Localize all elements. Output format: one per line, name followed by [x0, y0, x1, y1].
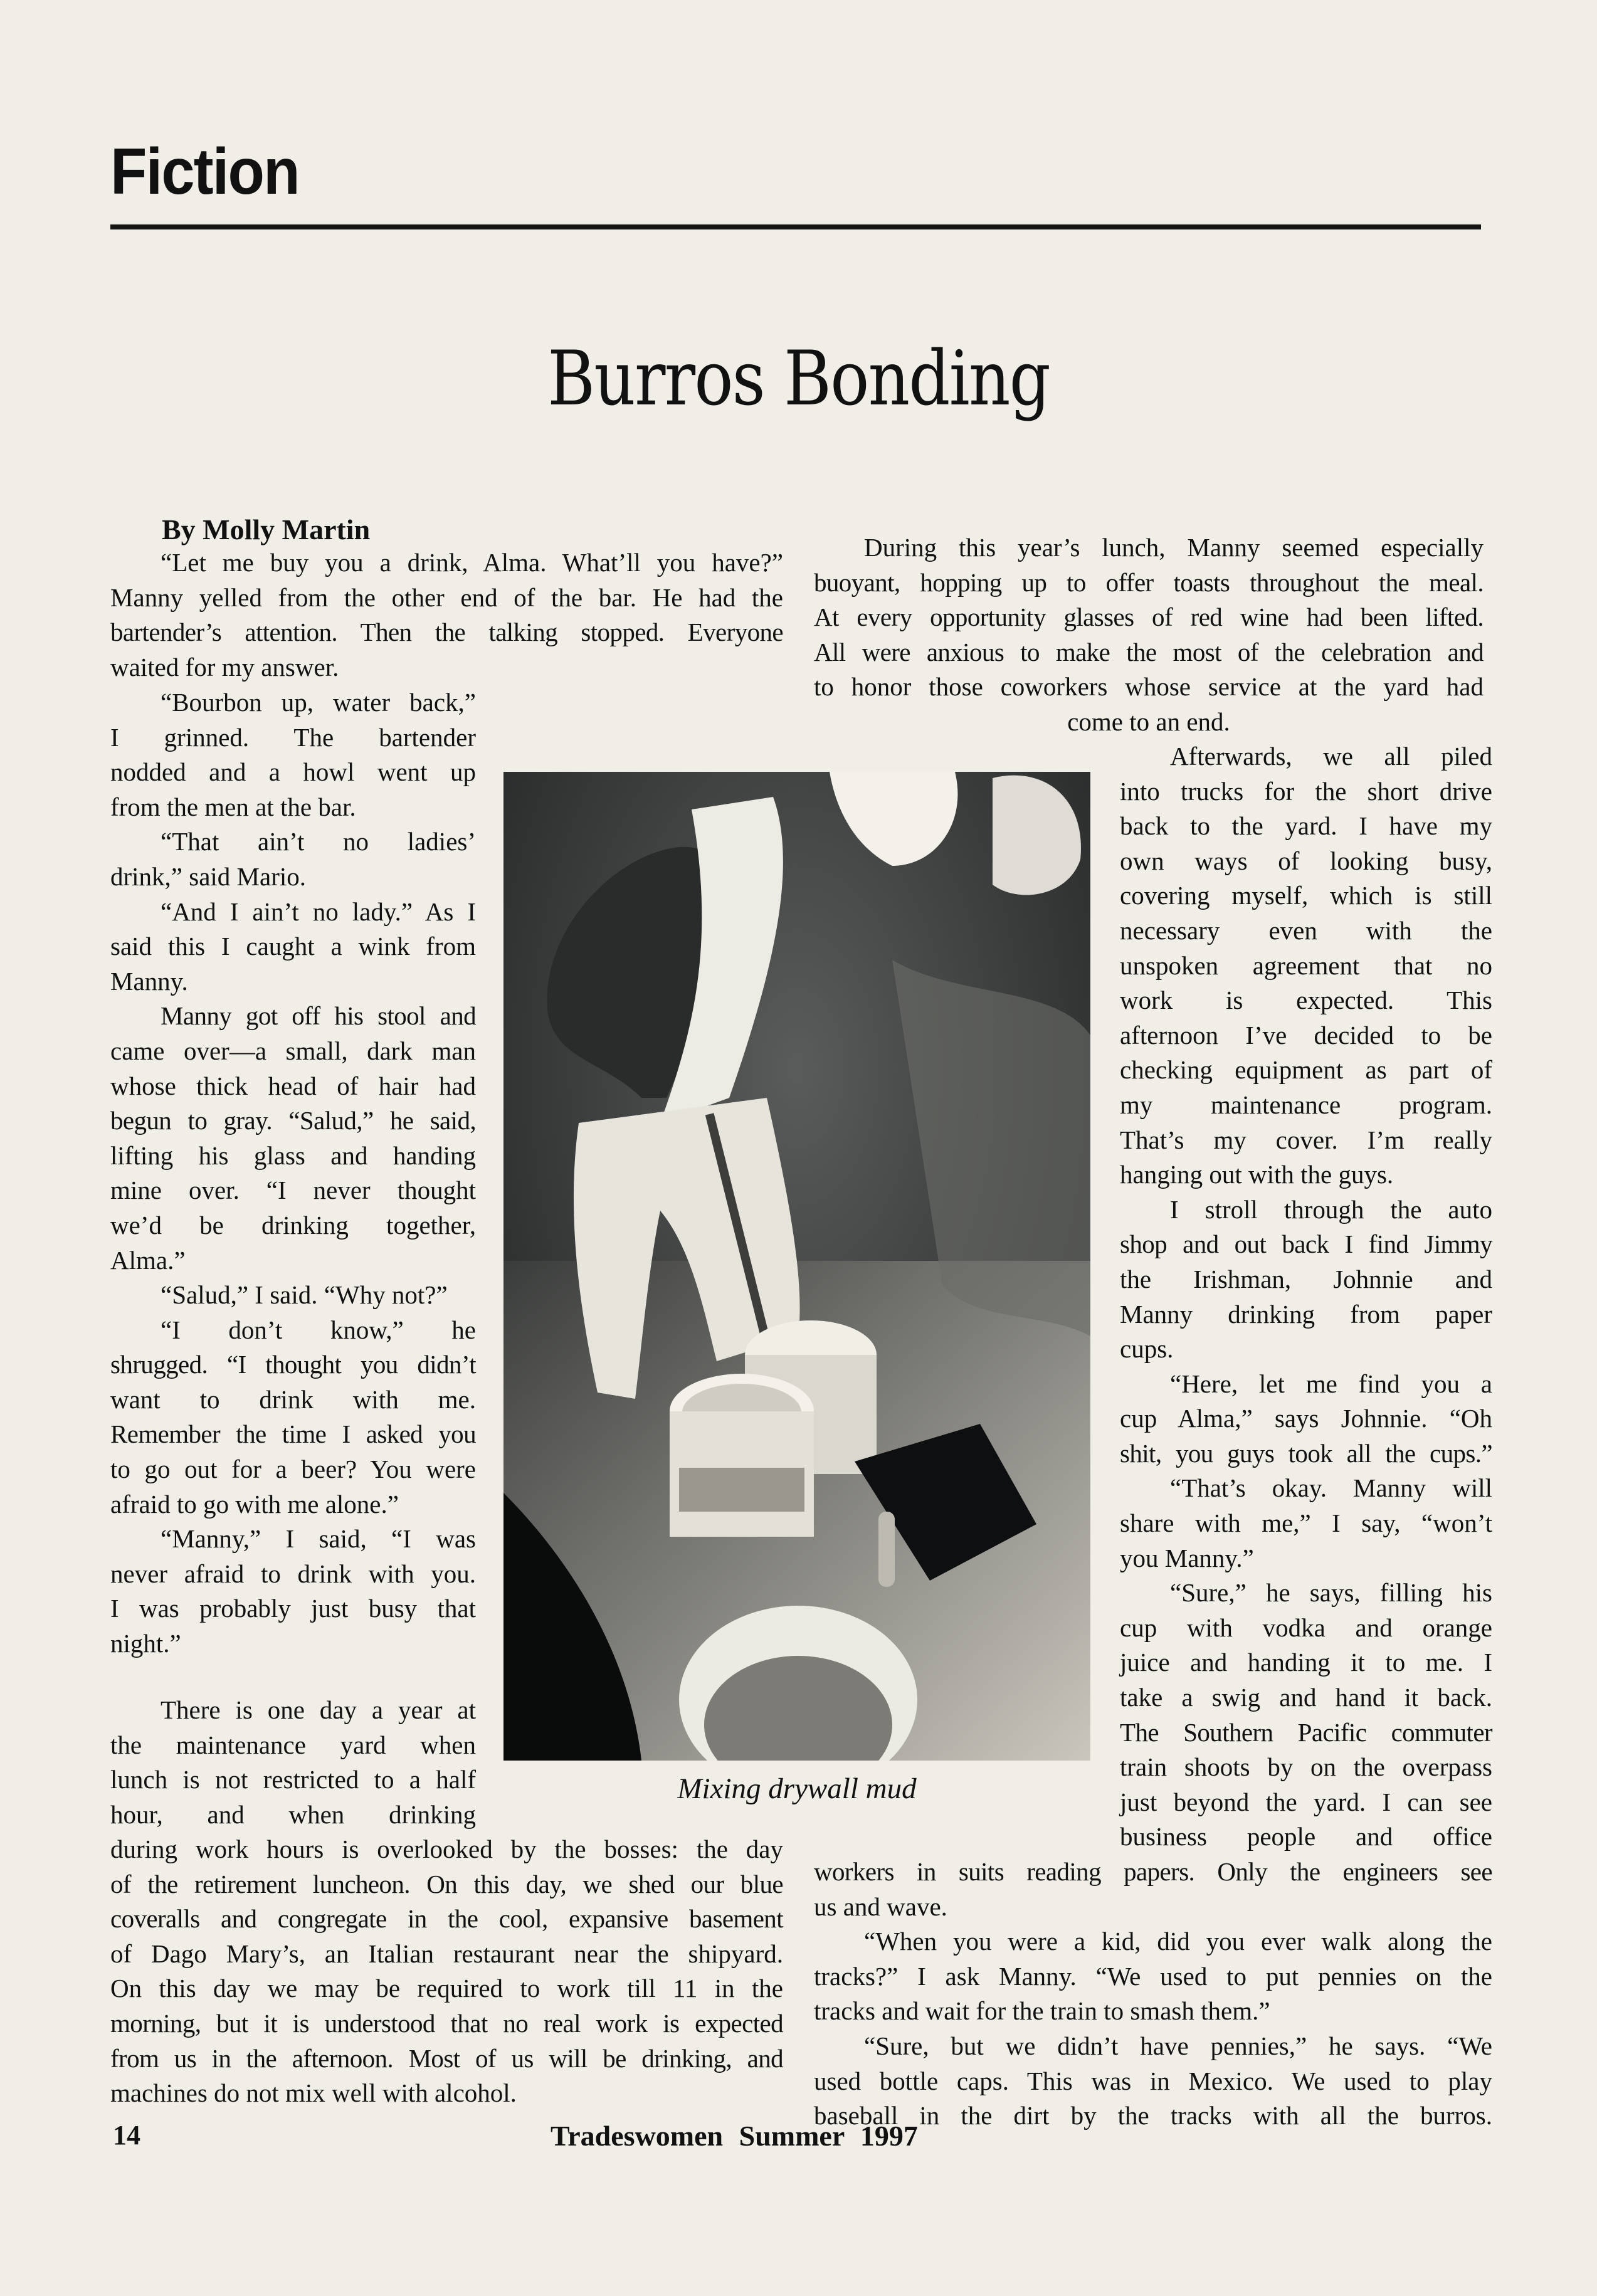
text-line: work is expected. This	[1120, 986, 1492, 1015]
text-line: from the men at the bar.	[110, 792, 356, 821]
text-line: During this year’s lunch, Manny seemed especially	[864, 533, 1484, 562]
text-line: bartender’s attention. Then the talking stopped. Everyone	[110, 618, 783, 647]
text-line: you Manny.”	[1120, 1543, 1254, 1572]
text-line: drink,” said Mario.	[110, 861, 306, 891]
text-line: said this I caught a wink from	[110, 932, 476, 961]
text-line: back to the yard. I have my	[1120, 811, 1492, 841]
text-line: just beyond the yard. I can see	[1120, 1787, 1492, 1816]
text-line: The Southern Pacific commuter	[1120, 1717, 1492, 1747]
text-line: workers in suits reading papers. Only the engineers see	[814, 1857, 1492, 1886]
text-line: “Bourbon up, water back,”	[161, 688, 476, 717]
publication-footer: Tradeswomen Summer 1997	[551, 2120, 918, 2152]
text-line: machines do not mix well with alcohol.	[110, 2078, 517, 2108]
text-line: covering myself, which is still	[1120, 881, 1492, 910]
byline: By Molly Martin	[162, 513, 371, 545]
text-line: cup with vodka and orange	[1120, 1613, 1492, 1642]
text-line: shrugged. “I thought you didn’t	[110, 1350, 476, 1379]
text-line: Manny got off his stool and	[161, 1001, 476, 1031]
text-line: of Dago Mary’s, an Italian restaurant near the shipyard.	[110, 1939, 783, 1968]
text-line: buoyant, hopping up to offer toasts throughout the meal.	[814, 567, 1484, 597]
text-line: cup Alma,” says Johnnie. “Oh	[1120, 1404, 1492, 1433]
section-label: Fiction	[110, 135, 299, 208]
photo-caption: Mixing drywall mud	[677, 1772, 917, 1805]
section-rule	[110, 224, 1481, 229]
text-line: the Irishman, Johnnie and	[1120, 1264, 1492, 1293]
photo-bucket-label	[679, 1468, 804, 1512]
text-line: I was probably just busy that	[110, 1594, 476, 1623]
text-line: “Let me buy you a drink, Alma. What’ll you have?”	[161, 548, 783, 577]
text-line: At every opportunity glasses of red wine had been lifted.	[814, 603, 1484, 632]
text-line: my maintenance program.	[1120, 1090, 1492, 1119]
text-line: “I don’t know,” he	[161, 1315, 476, 1344]
text-line: Remember the time I asked you	[110, 1419, 476, 1449]
text-line: Manny yelled from the other end of the bar. He had the	[110, 582, 783, 612]
text-line: afternoon I’ve decided to be	[1120, 1020, 1492, 1050]
text-line: “Salud,” I said. “Why not?”	[161, 1280, 448, 1310]
text-line: Manny.	[110, 966, 188, 996]
text-line: Alma.”	[110, 1245, 186, 1275]
text-line: waited for my answer.	[110, 652, 339, 682]
text-line: checking equipment as part of	[1120, 1055, 1492, 1085]
text-line: juice and handing it to me. I	[1120, 1648, 1492, 1677]
text-line: cups.	[1120, 1334, 1174, 1364]
text-line: own ways of looking busy,	[1120, 846, 1492, 875]
drywall-photo	[503, 772, 1090, 1761]
left-column-top	[110, 545, 783, 685]
left-column-bottom	[110, 1832, 783, 2111]
page-number: 14	[113, 2120, 140, 2151]
text-line: afraid to go with me alone.”	[110, 1489, 399, 1519]
text-line: from us in the afternoon. Most of us will be drinking, and	[110, 2043, 783, 2073]
text-line: There is one day a year at	[161, 1695, 476, 1724]
text-line: “Sure,” he says, filling his	[1170, 1578, 1492, 1608]
text-line: share with me,” I say, “won’t	[1120, 1509, 1492, 1538]
text-line: tracks?” I ask Manny. “We used to put pennies on the	[814, 1961, 1492, 1991]
text-line: I grinned. The bartender	[110, 722, 476, 752]
text-line: we’d be drinking together,	[110, 1210, 476, 1240]
text-line: want to drink with me.	[110, 1384, 476, 1414]
text-line: the maintenance yard when	[110, 1730, 476, 1759]
right-column-top	[814, 530, 1484, 740]
text-line: “Sure, but we didn’t have pennies,” he says. “We	[864, 2031, 1492, 2060]
text-line: during work hours is overlooked by the bosses: the day	[110, 1835, 783, 1863]
text-line: “Here, let me find you a	[1170, 1369, 1492, 1398]
text-line: shit, you guys took all the cups.”	[1120, 1438, 1492, 1468]
text-line: come to an end.	[1067, 707, 1230, 736]
text-line: “Manny,” I said, “I was	[161, 1524, 476, 1554]
text-line: hour, and when drinking	[110, 1799, 476, 1829]
text-line: “When you were a kid, did you ever walk along the	[864, 1927, 1492, 1956]
right-column-bottom	[814, 1855, 1492, 2134]
text-line: into trucks for the short drive	[1120, 776, 1492, 806]
text-line: baseball in the dirt by the tracks with all the burros.	[814, 2101, 1492, 2130]
text-line: used bottle caps. This was in Mexico. We used to play	[814, 2066, 1492, 2095]
text-line: lunch is not restricted to a half	[110, 1765, 476, 1794]
text-line: shop and out back I find Jimmy	[1120, 1230, 1492, 1259]
text-line: take a swig and hand it back.	[1120, 1683, 1492, 1712]
text-line: lifting his glass and handing	[110, 1140, 476, 1170]
text-line: Afterwards, we all piled	[1170, 742, 1492, 771]
text-line: begun to gray. “Salud,” he said,	[110, 1106, 476, 1135]
text-line: night.”	[110, 1629, 181, 1658]
text-line: morning, but it is understood that no real work is expected	[110, 2008, 783, 2038]
left-column-narrow	[110, 685, 476, 1661]
text-line: train shoots by on the overpass	[1120, 1752, 1492, 1782]
text-line: whose thick head of hair had	[110, 1071, 476, 1100]
left-column-narrow-2	[110, 1693, 476, 1832]
text-line: of the retirement luncheon. On this day, we shed our blue	[110, 1869, 783, 1898]
text-line: never afraid to drink with you.	[110, 1559, 476, 1588]
text-line: “That’s okay. Manny will	[1170, 1473, 1492, 1503]
text-line: mine over. “I never thought	[110, 1176, 476, 1205]
text-line: business people and office	[1120, 1822, 1492, 1851]
text-line: unspoken agreement that no	[1120, 951, 1492, 980]
photo-tool-handle	[878, 1512, 895, 1587]
text-line: to honor those coworkers whose service at the yard had	[814, 672, 1484, 702]
text-line: nodded and a howl went up	[110, 757, 476, 787]
text-line: to go out for a beer? You were	[110, 1455, 476, 1484]
text-line: came over—a small, dark man	[110, 1036, 476, 1065]
text-line: coveralls and congregate in the cool, expansive basement	[110, 1904, 783, 1934]
text-line: On this day we may be required to work till 11 in the	[110, 1974, 783, 2003]
text-line: “And I ain’t no lady.” As I	[161, 897, 476, 926]
right-column-narrow	[1120, 739, 1492, 1855]
text-line: Manny drinking from paper	[1120, 1299, 1492, 1329]
text-line: necessary even with the	[1120, 915, 1492, 945]
text-line: “That ain’t no ladies’	[161, 827, 476, 856]
text-line: I stroll through the auto	[1170, 1194, 1492, 1224]
text-line: tracks and wait for the train to smash them.”	[814, 1996, 1270, 2026]
text-line: hanging out with the guys.	[1120, 1160, 1394, 1189]
text-line: All were anxious to make the most of the celebration and	[814, 637, 1484, 666]
text-line: us and wave.	[814, 1892, 947, 1921]
article-title: Burros Bonding	[547, 335, 1050, 423]
text-line: That’s my cover. I’m really	[1120, 1125, 1492, 1154]
